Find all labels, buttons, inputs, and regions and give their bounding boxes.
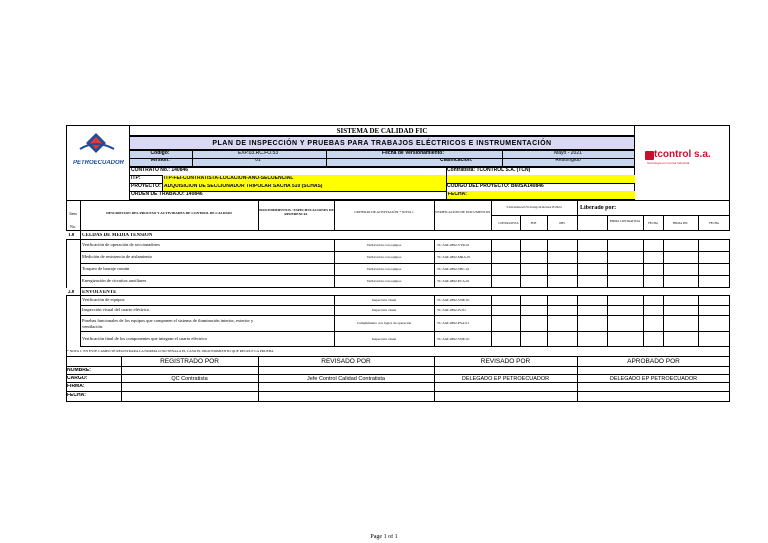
sub-firma-pec: FIRMA PEC: [672, 222, 689, 225]
row-description: Medición de resistencia de aislamiento: [82, 255, 152, 259]
sub-fecha-2: FECHA: [709, 222, 719, 225]
itp-label: ITP:: [131, 176, 141, 181]
cargo-delegado-2: DELEGADO EP PETROECUADOR: [609, 376, 698, 382]
row-description: Torqueo de barraje común: [82, 267, 130, 271]
petroecuador-logo: [66, 125, 129, 169]
header-liberado: Liberado por:: [580, 205, 617, 211]
row-verificacion: TC-SAT-2862-ECA-01: [437, 280, 470, 283]
itp-value: ITP-FEI-CONTRATISTA-LOCACION-ANO-SECUENCIAL: [164, 176, 294, 181]
cargo-delegado-1: DELEGADO EP PETROECUADOR: [461, 376, 550, 382]
fecha-version-label: Fecha de Versionamiento:: [382, 151, 444, 156]
clasificacion-value: Restringido: [555, 158, 581, 163]
sub-fde: FDE: [530, 222, 537, 225]
row-criterio: Inspección visual: [371, 338, 397, 341]
contratista: Contratista: TCONTROL S.A. (TCN): [447, 168, 531, 173]
nota-1: * NOTA 1: EN ESTE CAMPO SE REGISTRARA LA NORMA O NO SEÑALA EL CASO EL PROCEDIMIENTO QUE REGULE LA PRUEBA: [67, 350, 274, 353]
sub-obs: OBS: [559, 222, 565, 225]
row-description: Pruebas funcionales de los equipos que componen el sistema de iluminación interior, exterior y ventilación.: [82, 318, 254, 329]
header-verificacion: VERIFICACIÓN DE DOCUMENTOS: [434, 210, 491, 214]
header-legend: S-Inicialización W-Testigo R-Revisar H-Hold: [506, 206, 562, 209]
row-verificacion: TC-SAT-2862-VDE-01: [437, 338, 470, 341]
firma-label: FIRMA:: [67, 384, 85, 389]
plan-title: PLAN DE INSPECCIÓN Y PRUEBAS PARA TRABAJOS ELÉCTRICOS E INSTRUMENTACIÓN: [129, 136, 635, 150]
row-verificacion: TC-SAT-2862-MRA-01: [437, 256, 471, 259]
orden-trabajo: ORDEN DE TRABAJO: 140846: [131, 192, 203, 197]
row-criterio: Verificación con equipos: [366, 268, 402, 271]
row-description: Verificación final de los componentes que integran el cuarto eléctrico: [82, 337, 207, 341]
header-descripcion: DESCRIPCIÓN DEL PROCESO Y ACTIVIDADES DE CONTROL DE CALIDAD: [106, 212, 232, 215]
sub-firma-contratista: FIRMA CONTRATISTA: [609, 220, 641, 223]
section-title: ENVOLVENTE: [82, 290, 117, 295]
revisado-por-label-2: REVISADO POR: [480, 358, 531, 365]
version-value: 01: [255, 158, 261, 163]
row-description: Inspección visual del cuarto eléctrico.: [82, 308, 151, 312]
header-item: Item: [69, 212, 77, 216]
proyecto-value: ADQUISICIÓN DE SECCIONADOR TRIPOLAR SACHA 510 (SCHAS): [164, 184, 323, 189]
row-criterio: Inspección visual: [371, 299, 397, 302]
header-procedimientos: PROCEDIMIENTOS / ESPECIFICACIONES DE REFERENCIA: [258, 208, 334, 216]
sub-fecha-1: FECHA: [648, 222, 658, 225]
revisado-por-label-1: REVISADO POR: [321, 358, 371, 365]
proyecto-label: PROYECTO:: [131, 184, 161, 189]
cargo-jefe-calidad: Jefe Control Calidad Contratista: [307, 376, 385, 382]
page-footer: Page 1 of 1: [370, 534, 398, 540]
fecha-label: FECHA:: [448, 192, 467, 197]
aprobado-por-label: APROBADO POR: [627, 358, 680, 365]
row-criterio: Verificación con equipos: [366, 280, 402, 283]
row-verificacion: TC-SAT-2862-TBC-01: [437, 268, 470, 271]
version-label: Versión:: [150, 158, 170, 163]
cargo-label: CARGO:: [67, 376, 88, 381]
fecha-version-value: Mayo - 2021: [554, 151, 582, 156]
codigo-label: Código:: [150, 151, 170, 156]
row-verificacion: TC-SAT-2862-PSA-01: [437, 322, 469, 325]
tcontrol-logo: [635, 125, 730, 169]
section-number: 2.0: [68, 290, 75, 295]
tcontrol-tagline: Tecnología en Control Industrial: [647, 162, 690, 165]
row-verificacion: TC-SAT-2862-VDE-01: [437, 299, 470, 302]
row-description: Verificación de equipos: [82, 298, 125, 302]
row-description: Energización de circuitos auxiliares: [82, 279, 147, 283]
row-criterio: Inspección visual: [371, 309, 397, 312]
system-title: SISTEMA DE CALIDAD FIC: [129, 125, 635, 136]
petroecuador-logo-text: PETROECUADOR: [73, 160, 125, 166]
clasificacion-label: Clasificación:: [440, 158, 473, 163]
cargo-qc: QC Contratista: [171, 376, 208, 382]
row-criterio: Cumplimiento con lógica de operación: [356, 322, 412, 325]
header-no: No.: [70, 225, 76, 229]
section-title: CELDAS DE MEDIA TENSIÓN: [82, 233, 153, 238]
tcontrol-mark-icon: [645, 151, 654, 160]
codigo-value: EXP.03.RC.FO.53: [237, 151, 279, 156]
row-verificacion: TC-SAT-2862-IV-01: [437, 309, 466, 312]
row-verificacion: TC-SAT-2862-VTR-01: [437, 244, 470, 247]
tcontrol-logo-text: tcontrol s.a.: [654, 149, 711, 160]
header-criterio: CRITERIO DE ACEPTACIÓN * NOTA 1: [354, 210, 414, 214]
sub-contratista: CONTRATISTA: [498, 222, 519, 225]
row-description: Verificación de operación de seccionadores: [82, 243, 160, 247]
nombre-label: NOMBRE:: [67, 368, 91, 373]
section-number: 1.0: [68, 233, 75, 238]
row-criterio: Verificación con equipos: [366, 256, 402, 259]
fecha-sign-label: FECHA:: [67, 393, 86, 398]
codigo-proyecto: CODIGO DEL PROYECTO: B60SA140846: [447, 184, 544, 189]
contrato-number: CONTRATO No.: 140846: [131, 168, 189, 173]
row-criterio: Verificación con equipos: [366, 244, 402, 247]
registrado-por-label: REGISTRADO POR: [160, 358, 219, 365]
